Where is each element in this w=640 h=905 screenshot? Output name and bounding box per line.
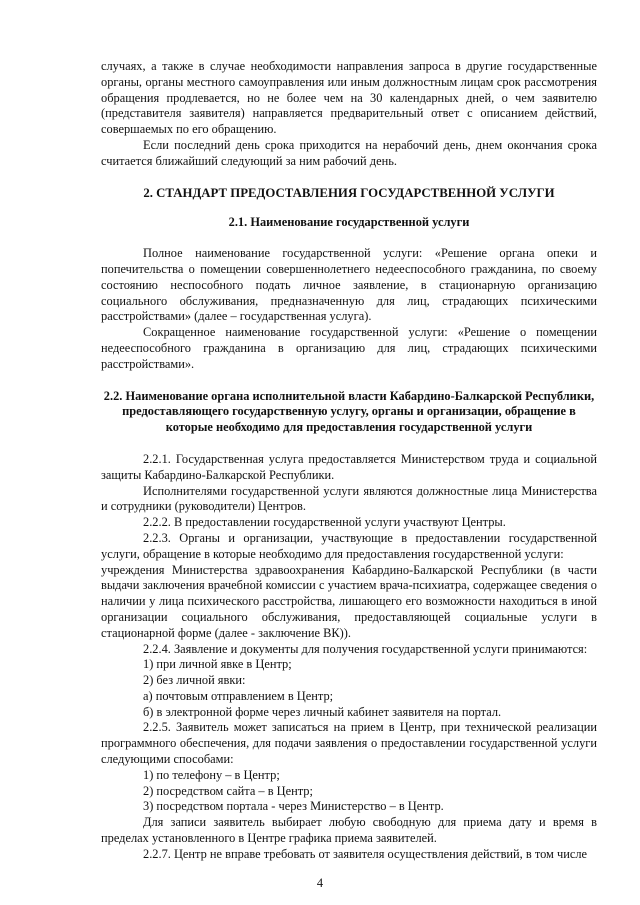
paragraph: Если последний день срока приходится на нерабочий день, днем окончания срока считается ближайший следующий за ним рабочий день. [101,137,597,168]
paragraph: случаях, а также в случае необходимости направления запроса в другие государственные органы, органы местного самоуправления или иным должностным лицам срок рассмотрения обращения продлевается, но не более чем на 30 календарных дней, о чем заявителю (представителя заявителя) направляется предварительный ответ с описанием действий, совершаемых по его обращению. [101,59,597,137]
subsection-title: 2.1. Наименование государственной услуги [228,215,470,230]
paragraph: Для записи заявитель выбирает любую свободную для приема дату и время в пределах установленного в Центре графика приема заявителей. [101,815,597,846]
page-number: 4 [316,876,324,890]
list-item: 1) по телефону – в Центр; [143,767,280,782]
list-item: 3) посредством портала - через Министерство – в Центр. [143,799,444,814]
section-title: 2. СТАНДАРТ ПРЕДОСТАВЛЕНИЯ ГОСУДАРСТВЕННОЙ УСЛУГИ [143,185,555,200]
list-item: 1) при личной явке в Центр; [143,657,292,672]
paragraph: 2.2.2. В предоставлении государственной услуги участвуют Центры. [143,515,506,530]
paragraph: учреждения Министерства здравоохранения Кабардино-Балкарской Республики (в части выдачи заключения врачебной комиссии с участием врача-психиатра, содержащее сведения о наличии у лица психического расстройства, лишающего его возможности находиться в иной организации социального обслуживания, предоставляющей социальные услуги в стационарной форме (далее - заключение ВК)). [101,562,597,640]
list-item: а) почтовым отправлением в Центр; [143,688,334,703]
paragraph: 2.2.5. Заявитель может записаться на прием в Центр, при технической реализации программного обеспечения, для подачи заявления о предоставлении государственной услуги следующими способами: [101,720,597,767]
paragraph: 2.2.4. Заявление и документы для получения государственной услуги принимаются: [143,641,588,656]
paragraph: 2.2.3. Органы и организации, участвующие в предоставлении государственной услуги, обращение в которые необходимо для предоставления государственной услуги: [101,530,597,561]
paragraph: Полное наименование государственной услуги: «Решение органа опеки и попечительства о помещении совершеннолетнего недееспособного гражданина, по своему состоянию неспособного подать личное заявление, в стационарную организацию социального обслуживания, предназначенную для лиц, страдающих психическими расстройствами» (далее – государственная услуга). [101,246,597,324]
subsection-title: 2.2. Наименование органа исполнительной власти Кабардино-Балкарской Республики, предоставляющего государственную услугу, органы и организации, обращение в которые необходимо для предоставления государственной услуги [103,388,595,435]
paragraph: 2.2.1. Государственная услуга предоставляется Министерством труда и социальной защиты Кабардино-Балкарской Республики. [101,451,597,482]
page-content [101,59,597,863]
paragraph: 2.2.7. Центр не вправе требовать от заявителя осуществления действий, в том числе [143,846,588,861]
paragraph: Сокращенное наименование государственной услуги: «Решение о помещении недееспособного гражданина в организацию для лиц, страдающих психическими расстройствами». [101,325,597,371]
list-item: б) в электронной форме через личный кабинет заявителя на портал. [143,704,502,719]
list-item: 2) без личной явки: [143,673,246,688]
list-item: 2) посредством сайта – в Центр; [143,783,313,798]
paragraph: Исполнителями государственной услуги являются должностные лица Министерства и сотрудники (руководители) Центров. [101,483,597,514]
